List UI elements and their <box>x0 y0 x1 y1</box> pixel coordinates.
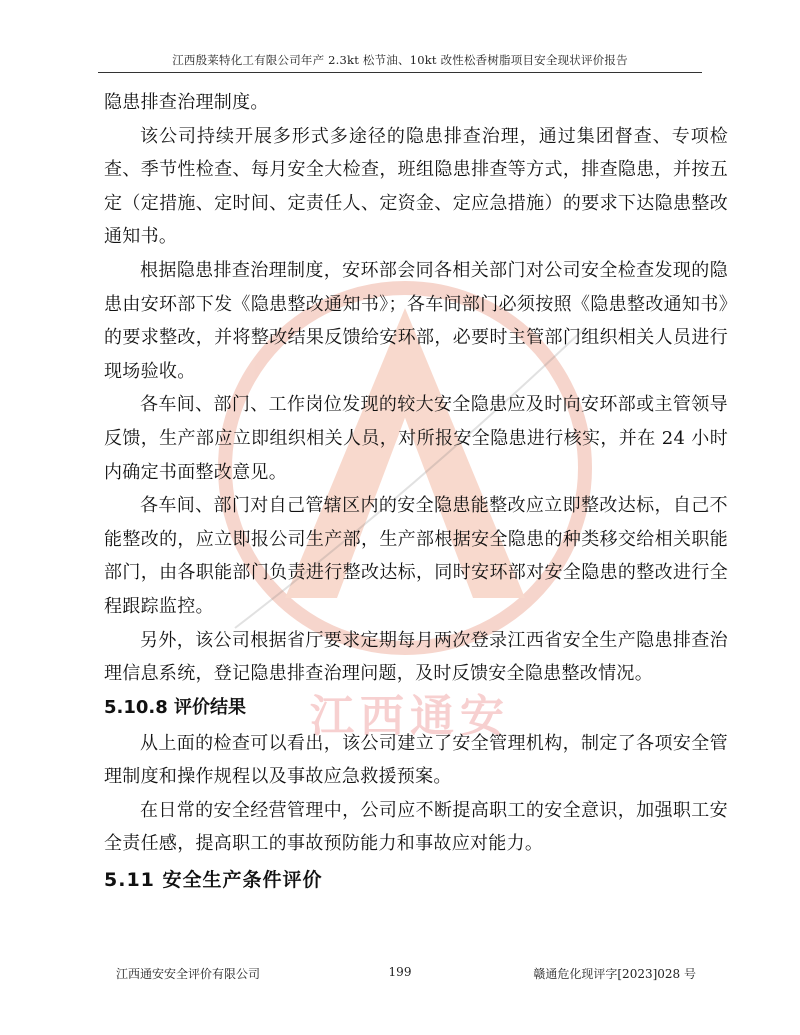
paragraph-5: 各车间、部门对自己管辖区内的安全隐患能整改应立即整改达标，自己不能整改的，应立即报公司生产部，生产部根据安全隐患的种类移交给相关职能部门，由各职能部门负责进行整改达标，同时安环部对安全隐患的整改进行全程跟踪监控。 <box>104 495 728 617</box>
page-header: 江西殷莱特化工有限公司年产 2.3kt 松节油、10kt 改性松香树脂项目安全现状评价报告 <box>172 53 628 67</box>
document-number: 赣通危化现评字[2023]028 号 <box>533 967 696 981</box>
document-body <box>104 86 728 896</box>
footer-company: 江西通安安全评价有限公司 <box>116 967 261 981</box>
watermark-text: 江西通安 <box>310 691 510 742</box>
paragraph-1: 隐患排查治理制度。 <box>104 92 269 113</box>
section-heading-5-11: 5.11 安全生产条件评价 <box>104 869 323 892</box>
page-number: 199 <box>388 965 412 979</box>
paragraph-3: 根据隐患排查治理制度，安环部会同各相关部门对公司安全检查发现的隐患由安环部下发《隐患整改通知书》；各车间部门必须按照《隐患整改通知书》的要求整改，并将整改结果反馈给安环部，必要时主管部门组织相关人员进行现场验收。 <box>104 259 728 382</box>
paragraph-7: 从上面的检查可以看出，该公司建立了安全管理机构，制定了各项安全管理制度和操作规程以及事故应急救援预案。 <box>104 732 728 788</box>
paragraph-6: 另外，该公司根据省厅要求定期每月两次登录江西省安全生产隐患排查治理信息系统，登记隐患排查治理问题，及时反馈安全隐患整改情况。 <box>104 629 728 685</box>
paragraph-8: 在日常的安全经营管理中，公司应不断提高职工的安全意识，加强职工安全责任感，提高职工的事故预防能力和事故应对能力。 <box>104 799 728 855</box>
section-heading-5-10-8: 5.10.8 评价结果 <box>104 696 247 718</box>
paragraph-2: 该公司持续开展多形式多途径的隐患排查治理，通过集团督查、专项检查、季节性检查、每月安全大检查，班组隐患排查等方式，排查隐患，并按五定（定措施、定时间、定责任人、定资金、定应急措施）的要求下达隐患整改通知书。 <box>104 125 728 248</box>
header-divider <box>98 72 702 73</box>
paragraph-4: 各车间、部门、工作岗位发现的较大安全隐患应及时向安环部或主管领导反馈，生产部应立即组织相关人员，对所报安全隐患进行核实，并在 24 小时内确定书面整改意见。 <box>104 394 728 483</box>
